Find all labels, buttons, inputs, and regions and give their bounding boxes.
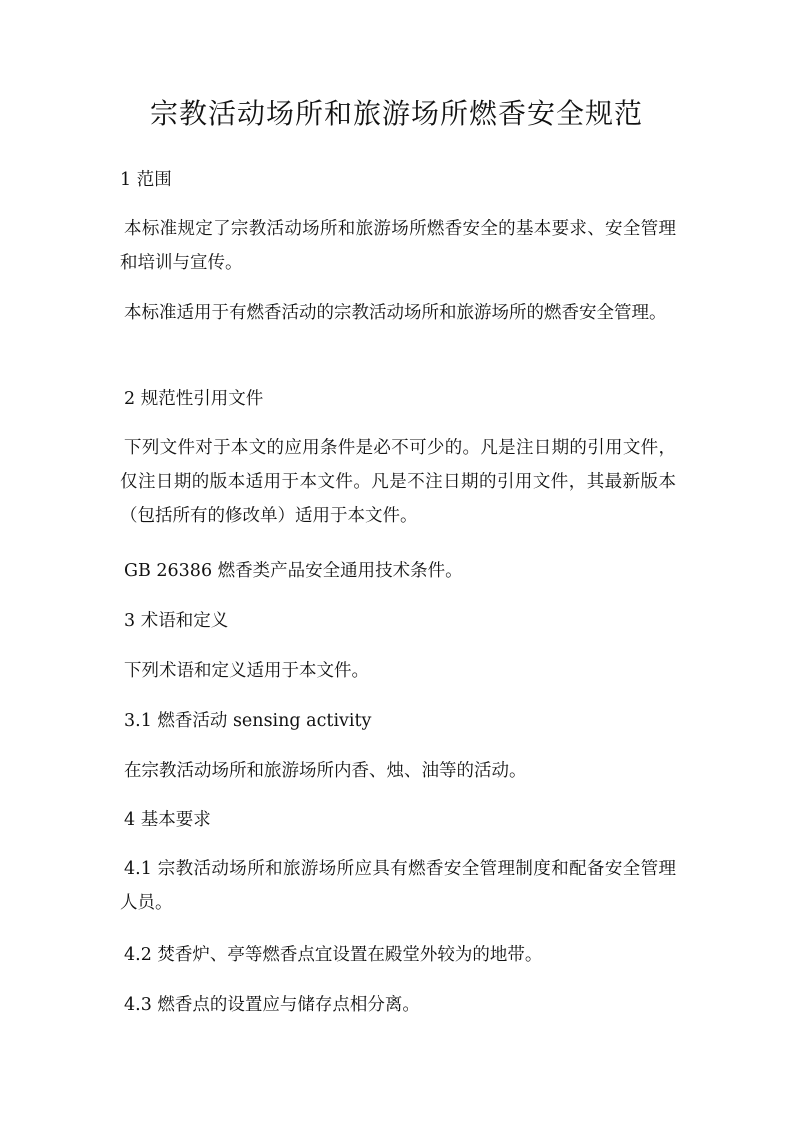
document-title: 宗教活动场所和旅游场所燃香安全规范 bbox=[149, 97, 643, 130]
clause-4-1: 4.1 宗教活动场所和旅游场所应具有燃香安全管理制度和配备安全管理人员。 bbox=[120, 859, 676, 913]
section-heading-terms: 3 术语和定义 bbox=[124, 611, 229, 631]
paragraph-reference-gb26386: GB 26386 燃香类产品安全通用技术条件。 bbox=[124, 561, 463, 581]
paragraph-scope-applicability: 本标准适用于有燃香活动的宗教活动场所和旅游场所的燃香安全管理。 bbox=[124, 303, 667, 323]
clause-4-2: 4.2 焚香炉、亭等燃香点宜设置在殿堂外较为的地带。 bbox=[124, 945, 543, 965]
clause-4-3: 4.3 燃香点的设置应与储存点相分离。 bbox=[124, 995, 420, 1015]
section-heading-basic-requirements: 4 基本要求 bbox=[124, 810, 211, 830]
paragraph-scope-content: 本标准规定了宗教活动场所和旅游场所燃香安全的基本要求、安全管理和培训与宣传。 bbox=[120, 219, 676, 273]
paragraph-terms-intro: 下列术语和定义适用于本文件。 bbox=[124, 661, 369, 681]
section-heading-scope: 1 范围 bbox=[120, 170, 172, 190]
term-3-1-heading: 3.1 燃香活动 sensing activity bbox=[124, 711, 372, 731]
term-3-1-definition: 在宗教活动场所和旅游场所内香、烛、油等的活动。 bbox=[124, 761, 527, 781]
paragraph-normative-references: 下列文件对于本文的应用条件是必不可少的。凡是注日期的引用文件，仅注日期的版本适用于本文件。凡是不注日期的引用文件，其最新版本（包括所有的修改单）适用于本文件。 bbox=[120, 438, 676, 526]
section-heading-normative-references: 2 规范性引用文件 bbox=[124, 389, 264, 409]
